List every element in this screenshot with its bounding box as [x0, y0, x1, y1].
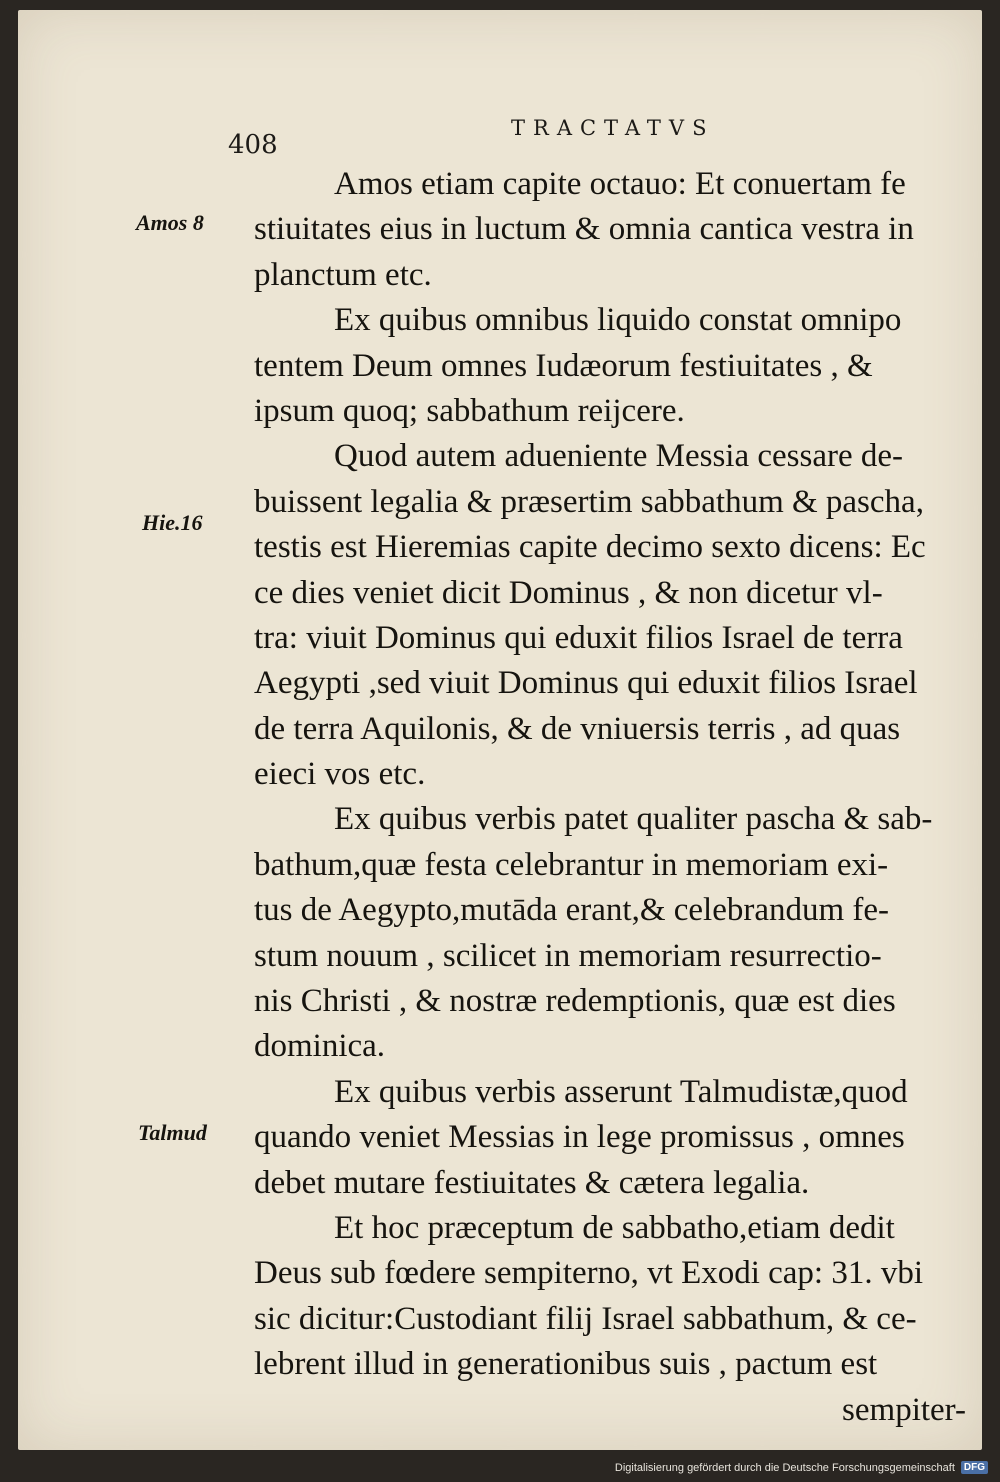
marginal-note-hieremias: Hie.16	[142, 510, 203, 535]
credit-text: Digitalisierung gefördert durch die Deutsche Forschungsgemeinschaft	[614, 1461, 955, 1474]
text-line: planctum etc.	[254, 256, 432, 293]
text-line: Aegypti ,sed viuit Dominus qui eduxit filios Israel	[254, 665, 918, 702]
text-line: Et hoc præceptum de sabbatho,etiam dedit	[334, 1209, 895, 1246]
text-line: bathum,quæ festa celebrantur in memoriam exi-	[254, 846, 889, 883]
text-line: Deus sub fœdere sempiterno, vt Exodi cap: 31. vbi	[254, 1255, 924, 1292]
text-line: sic dicitur:Custodiant filij Israel sabbathum, & ce-	[254, 1300, 917, 1337]
text-line: tus de Aegypto,mutāda erant,& celebrandum fe-	[254, 892, 890, 929]
text-line: Ex quibus omnibus liquido constat omnipo	[334, 302, 902, 339]
text-line: quando veniet Messias in lege promissus , omnes	[254, 1119, 905, 1156]
text-line: tra: viuit Dominus qui eduxit filios Israel de terra	[254, 619, 903, 656]
text-line: de terra Aquilonis, & de vniuersis terris , ad quas	[254, 710, 901, 747]
text-line: stiuitates eius in luctum & omnia cantica vestra in	[254, 211, 914, 248]
text-line: ce dies veniet dicit Dominus , & non dicetur vl-	[254, 574, 883, 611]
text-line: buissent legalia & præsertim sabbathum & pascha,	[254, 483, 924, 520]
text-line: Quod autem adueniente Messia cessare de-	[334, 438, 904, 475]
text-line: tentem Deum omnes Iudæorum festiuitates , &	[254, 347, 873, 384]
body-text	[254, 162, 976, 1433]
marginal-note-amos: Amos 8	[136, 210, 204, 235]
text-line: dominica.	[254, 1028, 386, 1065]
dfg-logo: DFG	[961, 1461, 988, 1474]
digitization-credit	[615, 1461, 988, 1474]
text-line: ipsum quoq; sabbathum reijcere.	[254, 392, 685, 429]
catchword: sempiter-	[842, 1391, 966, 1428]
text-line: Ex quibus verbis asserunt Talmudistæ,quod	[334, 1073, 908, 1110]
text-line: nis Christi , & nostræ redemptionis, quæ est dies	[254, 983, 896, 1020]
text-line: Amos etiam capite octauo: Et conuertam fe	[334, 166, 906, 202]
page-number: 408	[228, 130, 278, 160]
marginal-note-talmud: Talmud	[138, 1120, 207, 1145]
text-line: stum nouum , scilicet in memoriam resurrectio-	[254, 937, 882, 974]
text-line: eieci vos etc.	[254, 756, 426, 793]
text-line: lebrent illud in generationibus suis , pactum est	[254, 1346, 878, 1383]
book-page	[18, 10, 982, 1450]
text-line: Ex quibus verbis patet qualiter pascha & sab-	[334, 801, 933, 838]
text-line: debet mutare festiuitates & cætera legalia.	[254, 1164, 810, 1201]
running-head: TRACTATVS	[511, 116, 715, 140]
text-line: testis est Hieremias capite decimo sexto dicens: Ec	[254, 529, 926, 566]
